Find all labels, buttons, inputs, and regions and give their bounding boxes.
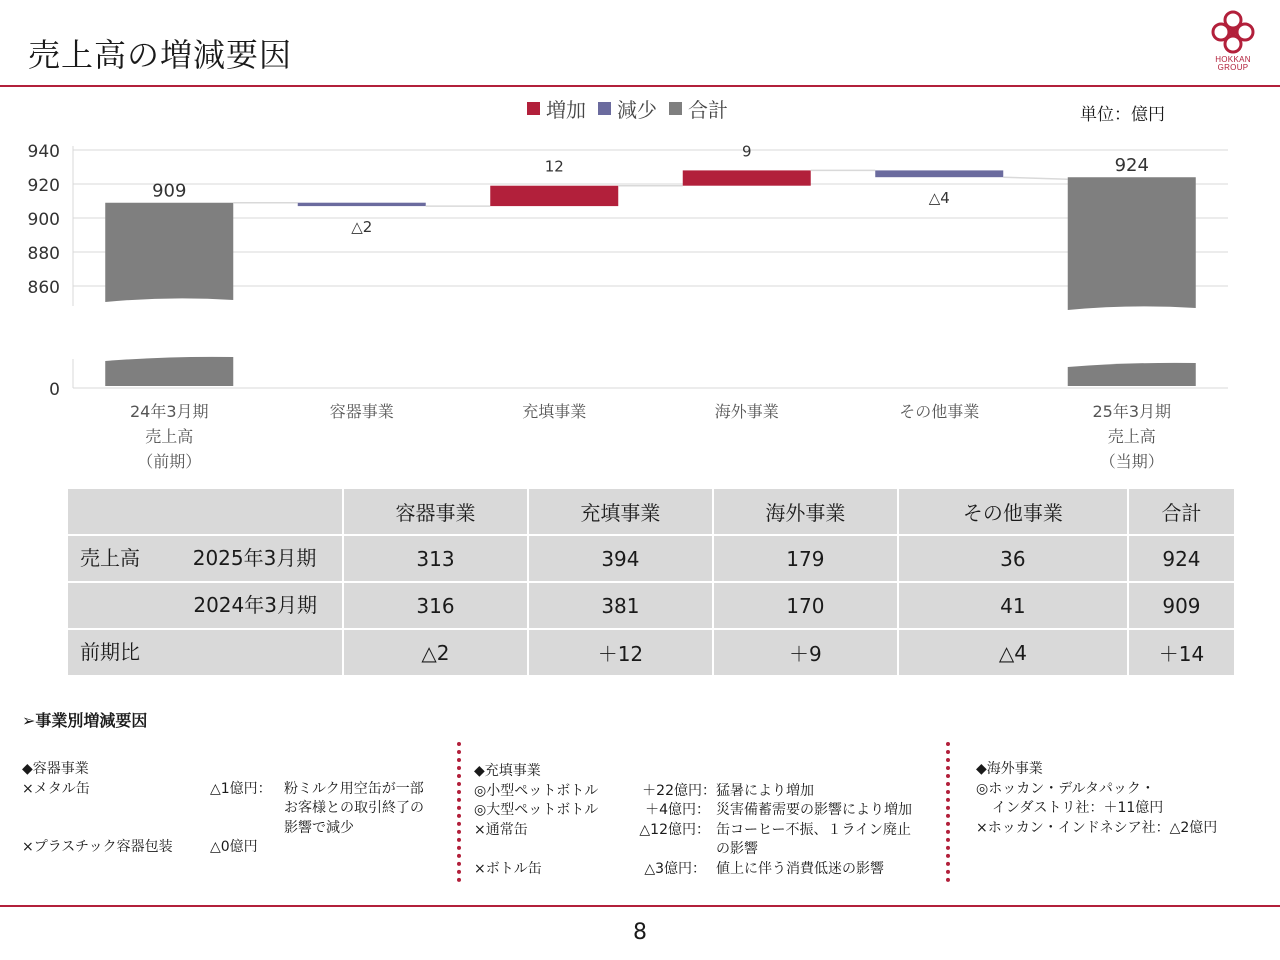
- factor-amount: △1億円：: [210, 780, 272, 797]
- legend-total-swatch: [669, 102, 682, 115]
- bar-decrease: [875, 170, 1003, 177]
- x-tick-label: 売上高: [1107, 427, 1156, 446]
- waterfall-chart: [0, 130, 1280, 480]
- data-label: 9: [741, 142, 752, 161]
- legend-increase-swatch: [527, 102, 540, 115]
- table-cell: 316: [343, 582, 528, 629]
- data-label: △4: [928, 189, 950, 208]
- factor-item: ×メタル缶: [22, 780, 90, 797]
- row-period-text: 2025年3月期: [192, 546, 317, 570]
- factor-desc: 缶コーヒー不振、１ライン廃止: [716, 821, 912, 838]
- factor-desc: 影響で減少: [284, 819, 354, 836]
- legend-increase: [527, 94, 586, 123]
- table-cell: 41: [898, 582, 1128, 629]
- connector-line: [1003, 177, 1068, 179]
- legend-increase-label: 増加: [546, 98, 586, 122]
- hokkan-flower-icon: [1208, 10, 1258, 56]
- y-tick-label: 860: [27, 278, 60, 298]
- factor-desc: 猛暑により増加: [716, 782, 814, 799]
- x-tick-label: 容器事業: [329, 402, 394, 421]
- data-label: 909: [152, 180, 187, 202]
- factor-item: ×通常缶: [474, 821, 528, 838]
- page-number: 8: [633, 920, 647, 945]
- factor-amount: ＋22億円：: [642, 782, 716, 799]
- factor-desc: お客様との取引終了の: [284, 800, 424, 816]
- table-cell: △4: [898, 629, 1128, 676]
- x-tick-label: 海外事業: [714, 402, 779, 421]
- factor-line: [474, 860, 944, 880]
- table-header: 容器事業: [343, 488, 528, 535]
- factors-heading: ➢事業別増減要因: [22, 711, 148, 730]
- table-cell: ＋12: [528, 629, 713, 676]
- y-tick-label: 940: [27, 142, 60, 162]
- x-tick-label: その他事業: [899, 402, 980, 421]
- x-tick-label: 売上高: [145, 427, 194, 446]
- bar-decrease: [298, 203, 426, 206]
- table-row: [67, 582, 1235, 629]
- legend-decrease-swatch: [598, 102, 611, 115]
- legend-decrease: [598, 94, 657, 123]
- factor-amount: △0億円: [210, 839, 258, 855]
- legend-total-label: 合計: [688, 98, 728, 122]
- factor-line: [474, 782, 944, 802]
- data-label: △2: [351, 218, 373, 237]
- factor-line: [474, 801, 944, 821]
- factor-title: ◆海外事業: [976, 761, 1043, 777]
- table-row: [67, 535, 1235, 582]
- sales-table: [66, 487, 1236, 677]
- table-header: 合計: [1128, 488, 1235, 535]
- factor-desc: 値上に伴う消費低迷の影響: [716, 860, 884, 877]
- x-tick-label: 24年3月期: [129, 402, 209, 421]
- factor-line: [474, 821, 944, 841]
- factor-line: [22, 780, 452, 800]
- table-cell: 381: [528, 582, 713, 629]
- table-header: 充填事業: [528, 488, 713, 535]
- table-row: [67, 629, 1235, 676]
- x-tick-label: 充填事業: [522, 402, 587, 421]
- table-cell: 170: [713, 582, 898, 629]
- row-label: [67, 629, 343, 676]
- factor-item: ×ボトル缶: [474, 860, 542, 877]
- table-cell: 909: [1128, 582, 1235, 629]
- column-divider: [457, 742, 461, 882]
- factor-item: ×プラスチック容器包装: [22, 839, 173, 855]
- y-tick-label: 0: [49, 380, 60, 400]
- row-period-text: 2024年3月期: [193, 593, 317, 617]
- bar-total-base: [1068, 363, 1196, 386]
- table-cell: 179: [713, 535, 898, 582]
- factor-title: ◆充填事業: [474, 763, 541, 779]
- table-corner: [67, 488, 343, 535]
- factor-item: ×ホッカン・インドネシア社：△2億円: [976, 819, 1218, 836]
- table-cell: 924: [1128, 535, 1235, 582]
- table-header: その他事業: [898, 488, 1128, 535]
- factor-item: ◎小型ペットボトル: [474, 782, 599, 799]
- table-cell: 313: [343, 535, 528, 582]
- data-label: 924: [1114, 155, 1149, 177]
- table-cell: ＋14: [1128, 629, 1235, 676]
- chart-legend: [527, 94, 728, 123]
- y-tick-label: 900: [27, 210, 60, 230]
- factor-amount: ＋4億円：: [645, 802, 710, 818]
- column-divider: [946, 742, 950, 882]
- factor-amount: △3億円：: [644, 860, 706, 877]
- table-cell: ＋9: [713, 629, 898, 676]
- y-tick-label: 880: [27, 244, 60, 264]
- table-header: 海外事業: [713, 488, 898, 535]
- bar-total-base: [105, 357, 233, 386]
- bar-total: [1068, 177, 1196, 310]
- factor-filling: [474, 762, 944, 879]
- factor-item: ◎大型ペットボトル: [474, 802, 599, 818]
- unit-label: 単位：億円: [1080, 105, 1165, 125]
- company-logo: [1208, 10, 1258, 76]
- table-cell: 36: [898, 535, 1128, 582]
- row-label: [67, 582, 343, 629]
- x-tick-label: （前期）: [137, 452, 202, 471]
- factor-container: [22, 760, 452, 858]
- row-label-text: 前期比: [80, 640, 140, 664]
- bar-increase: [490, 186, 618, 206]
- legend-total: [669, 94, 728, 123]
- data-label: 12: [544, 157, 564, 176]
- legend-decrease-label: 減少: [617, 98, 657, 122]
- factor-line: [22, 838, 452, 858]
- bar-total: [105, 203, 233, 302]
- footer-divider: [0, 905, 1280, 907]
- x-tick-label: 25年3月期: [1092, 402, 1172, 421]
- table-cell: △2: [343, 629, 528, 676]
- page-title: 売上高の増減要因: [28, 36, 293, 74]
- x-tick-label: （当期）: [1099, 452, 1164, 471]
- factor-overseas: [976, 760, 1266, 838]
- table-header-row: [67, 488, 1235, 535]
- factor-amount: △12億円：: [639, 821, 710, 838]
- factor-title: ◆容器事業: [22, 761, 89, 777]
- bar-increase: [683, 170, 811, 185]
- row-label-text: 売上高: [80, 546, 140, 570]
- factor-item: ◎ホッカン・デルタパック・: [976, 780, 1155, 797]
- factor-desc: インダストリ社：＋11億円: [992, 800, 1164, 816]
- table-cell: 394: [528, 535, 713, 582]
- factor-desc: の影響: [716, 841, 758, 857]
- row-label: [67, 535, 343, 582]
- factor-desc: 災害備蓄需要の影響により増加: [716, 802, 912, 818]
- logo-text: HOKKAN GROUP: [1215, 55, 1251, 72]
- factor-desc: 粉ミルク用空缶が一部: [284, 780, 424, 797]
- y-tick-label: 920: [27, 176, 60, 196]
- title-divider: [0, 85, 1280, 87]
